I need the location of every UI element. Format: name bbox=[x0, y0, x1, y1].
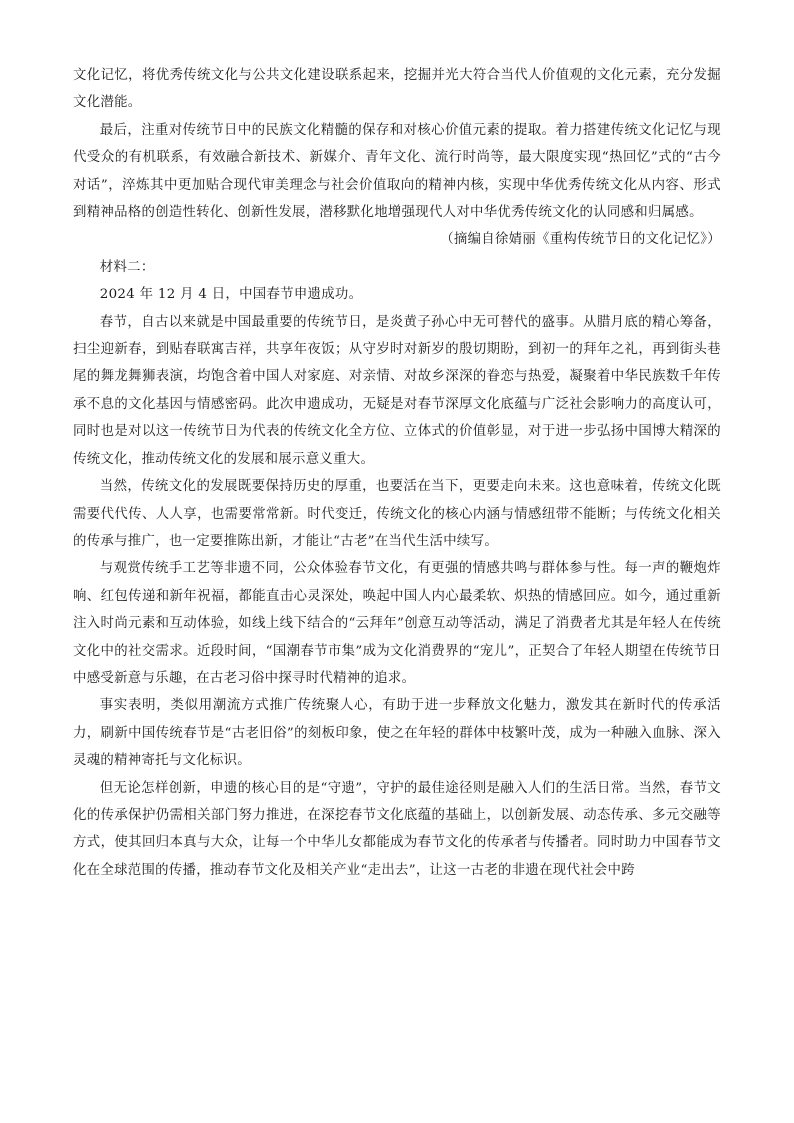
paragraph-finally: 最后，注重对传统节日中的民族文化精髓的保存和对核心价值元素的提取。着力搭建传统文化记忆与现代受众的有机联系，有效融合新技术、新媒介、青年文化、流行时尚等，最大限度实现“热回忆”式的“古今对话”，淬炼其中更加贴合现代审美理念与社会价值取向的精神内核，实现中华优秀传统文化从内容、形式到精神品格的创造性转化、创新性发展，潜移默化地增强现代人对中华优秀传统文化的认同感和归属感。 bbox=[73, 122, 721, 221]
source-citation: （摘编自徐婧丽《重构传统节日的文化记忆》） bbox=[440, 232, 721, 248]
paragraph-development: 当然，传统文化的发展既要保持历史的厚重，也要活在当下，更要走向未来。这也意味着，传统文化既需要代代传、人人享，也需要常常新。时代变迁，传统文化的核心内涵与情感纽带不能断；与传统文化相关的传承与推广，也一定要推陈出新，才能让“古老”在当代生活中续写。 bbox=[73, 479, 721, 549]
material-two-heading: 材料二： bbox=[99, 259, 155, 275]
paragraph-continuation: 文化记忆，将优秀传统文化与公共文化建设联系起来，挖掘并光大符合当代人价值观的文化元素，充分发掘文化潜能。 bbox=[73, 68, 721, 111]
paragraph-experience: 与观赏传统手工艺等非遗不同，公众体验春节文化，有更强的情感共鸣与群体参与性。每一声的鞭炮炸响、红包传递和新年祝福，都能直击心灵深处，唤起中国人内心最柔软、炽热的情感回应。如今，通过重新注入时尚元素和互动体验，如线上线下结合的“云拜年”创意互动等活动，满足了消费者尤其是年轻人在传统文化中的社交需求。近段时间，“国潮春节市集”成为文化消费界的“宠儿”，正契合了年轻人期望在传统节日中感受新意与乐趣，在古老习俗中探寻时代精神的追求。 bbox=[73, 561, 721, 686]
paragraph-spring-festival: 春节，自古以来就是中国最重要的传统节日，是炎黄子孙心中无可替代的盛事。从腊月底的精心筹备，扫尘迎新春，到贴春联寓吉祥，共享年夜饭；从守岁时对新岁的殷切期盼，到初一的拜年之礼，再到街头巷尾的舞龙舞狮表演，均饱含着中国人对家庭、对亲情、对故乡深深的眷恋与热爱，凝聚着中华民族数千年传承不息的文化基因与情感密码。此次申遗成功，无疑是对春节深厚文化底蕴与广泛社会影响力的高度认可，同时也是对以这一传统节日为代表的传统文化全方位、立体式的价值彰显，对于进一步弘扬中国博大精深的传统文化，推动传统文化的发展和展示意义重大。 bbox=[73, 314, 721, 467]
document-body bbox=[73, 62, 721, 884]
paragraph-innovation: 但无论怎样创新，申遗的核心目的是“守遗”，守护的最佳途径则是融入人们的生活日常。当然，春节文化的传承保护仍需相关部门努力推进，在深挖春节文化底蕴的基础上，以创新发展、动态传承、多元交融等方式，使其回归本真与大众，让每一个中华儿女都能成为春节文化的传承者与传播者。同时助力中国春节文化在全球范围的传播，推动春节文化及相关产业“走出去”，让这一古老的非遗在现代社会中跨 bbox=[73, 780, 721, 878]
date-line: 2024 年 12 月 4 日，中国春节申遗成功。 bbox=[99, 287, 363, 303]
paragraph-facts: 事实表明，类似用潮流方式推广传统聚人心，有助于进一步释放文化魅力，激发其在新时代的传承活力，刷新中国传统春节是“古老旧俗”的刻板印象，使之在年轻的群体中枝繁叶茂，成为一种融入血脉、深入灵魂的精神寄托与文化标识。 bbox=[73, 698, 721, 769]
